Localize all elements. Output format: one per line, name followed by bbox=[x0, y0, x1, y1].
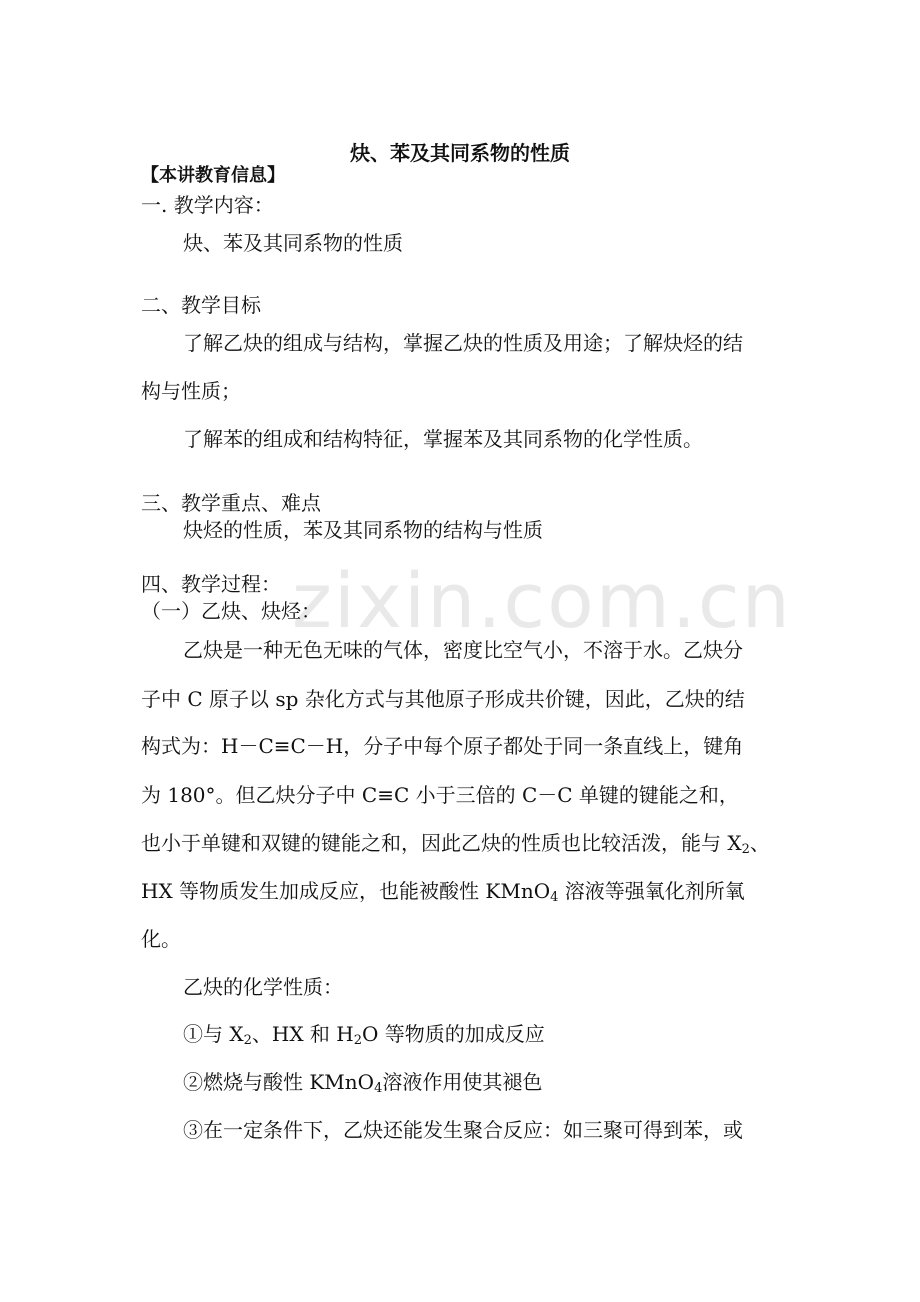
watermark: zixin.com.cn bbox=[292, 556, 792, 645]
chemical-properties-heading: 乙炔的化学性质： bbox=[183, 975, 343, 999]
section-1-heading: 一. 教学内容： bbox=[141, 193, 274, 217]
section-4-subheading: （一）乙炔、炔烃： bbox=[141, 599, 321, 623]
property-item-1-text: ①与 X bbox=[183, 1022, 244, 1046]
paragraph-line-6 bbox=[141, 878, 745, 904]
paragraph-line-2: 子中 C 原子以 sp 杂化方式与其他原子形成共价键，因此，乙炔的结 bbox=[141, 687, 745, 711]
property-item-2-text: ②燃烧与酸性 KMnO bbox=[183, 1070, 375, 1094]
paragraph-line-1: 乙炔是一种无色无味的气体，密度比空气小，不溶于水。乙炔分 bbox=[183, 638, 743, 662]
paragraph-line-5 bbox=[141, 830, 770, 856]
property-item-1-text-2: 、HX 和 H bbox=[251, 1022, 354, 1046]
info-header: 【本讲教育信息】 bbox=[141, 165, 285, 186]
subscript: 4 bbox=[550, 890, 559, 905]
property-item-3: ③在一定条件下，乙炔还能发生聚合反应：如三聚可得到苯，或 bbox=[183, 1118, 743, 1142]
section-4-heading: 四、教学过程： bbox=[141, 572, 281, 596]
paragraph-line-5-tail: 、 bbox=[749, 831, 770, 855]
paragraph-line-6-tail: 溶液等强氧化剂所氧 bbox=[558, 879, 745, 903]
section-1-body: 炔、苯及其同系物的性质 bbox=[183, 231, 403, 255]
property-item-1-text-3: O 等物质的加成反应 bbox=[362, 1022, 545, 1046]
page-title: 炔、苯及其同系物的性质 bbox=[350, 141, 570, 165]
subscript: 2 bbox=[353, 1033, 363, 1048]
section-2-para-1-line-2: 构与性质； bbox=[141, 379, 241, 403]
subscript: 4 bbox=[374, 1081, 383, 1096]
paragraph-line-6-text: HX 等物质发生加成反应，也能被酸性 KMnO bbox=[141, 879, 551, 903]
section-3-heading: 三、教学重点、难点 bbox=[141, 491, 321, 515]
paragraph-line-4: 为 180°。但乙炔分子中 C≡C 小于三倍的 C－C 单键的键能之和， bbox=[141, 783, 739, 807]
section-2-heading: 二、教学目标 bbox=[141, 293, 261, 317]
section-2-para-1-line-1: 了解乙炔的组成与结构，掌握乙炔的性质及用途；了解炔烃的结 bbox=[183, 331, 743, 355]
subscript: 2 bbox=[741, 842, 750, 857]
paragraph-line-7: 化。 bbox=[141, 927, 181, 951]
paragraph-line-5-text: 也小于单键和双键的键能之和，因此乙炔的性质也比较活泼，能与 X bbox=[141, 831, 742, 855]
property-item-2-tail: 溶液作用使其褪色 bbox=[382, 1070, 543, 1094]
subscript: 2 bbox=[243, 1033, 252, 1048]
paragraph-line-3: 构式为：H－C≡C－H，分子中每个原子都处于同一条直线上，键角 bbox=[141, 734, 744, 758]
property-item-1 bbox=[183, 1021, 545, 1047]
section-3-body: 炔烃的性质，苯及其同系物的结构与性质 bbox=[183, 518, 543, 542]
property-item-2 bbox=[183, 1069, 542, 1095]
section-2-para-2: 了解苯的组成和结构特征，掌握苯及其同系物的化学性质。 bbox=[183, 427, 703, 451]
